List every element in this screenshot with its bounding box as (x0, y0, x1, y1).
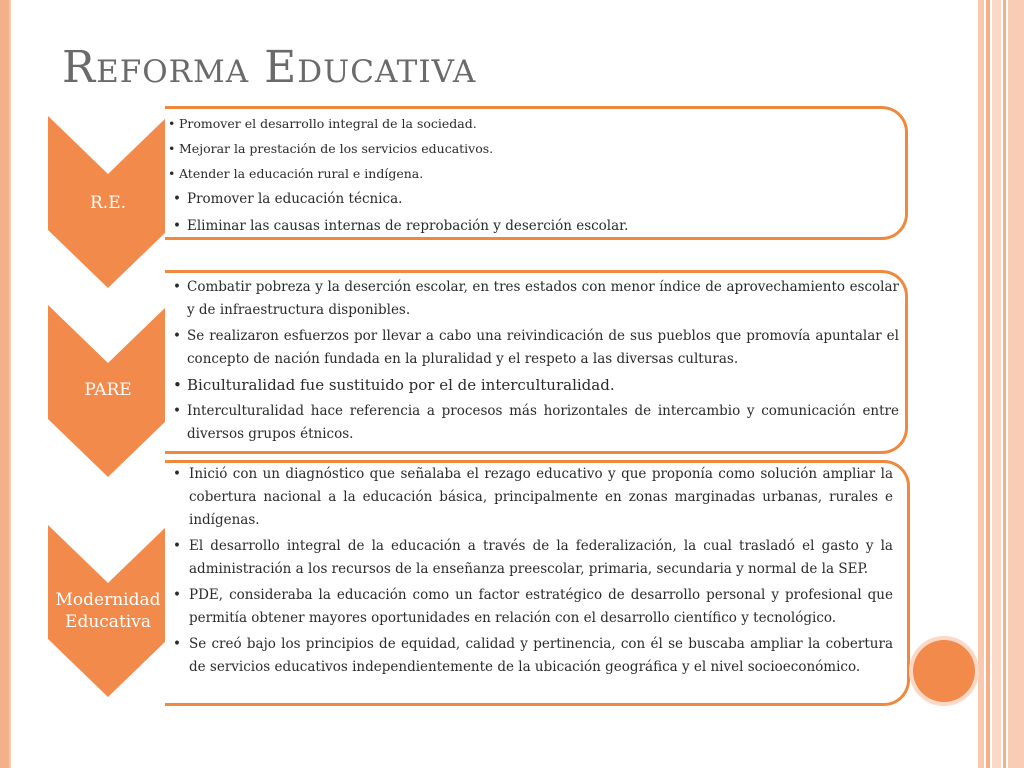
right-stripe-4 (1003, 0, 1006, 768)
chevron-label-pare: PARE (84, 380, 132, 400)
list-item: • Se realizaron esfuerzos por llevar a cabo una reivindicación de sus pueblos que promovía apuntalar el concepto de nación fundada en la pluralidad y el respeto a las diversas culturas. (173, 328, 899, 367)
list-item: • Se creó bajo los principios de equidad, calidad y pertinencia, con él se buscaba ampliar la cobertura de servicios educativos independientemente de la ubicación geográfica y el nivel socioeconómico. (173, 636, 893, 675)
right-stripe-3 (992, 0, 1001, 768)
list-item-text: Mejorar la prestación de los servicios educativos. (179, 141, 494, 156)
list-item: • Promover la educación técnica. (173, 191, 403, 207)
content-box-modernidad (165, 460, 910, 706)
list-item-text: Promover la educación técnica. (187, 191, 403, 207)
slide-title: Reforma Educativa (62, 42, 477, 93)
content-box-pare (165, 270, 908, 454)
list-item: • Atender la educación rural e indígena. (168, 166, 424, 181)
left-edge-decoration-inner (9, 0, 11, 768)
content-box-re (165, 106, 908, 240)
list-item-text: Atender la educación rural e indígena. (179, 166, 424, 181)
list-item: • Combatir pobreza y la deserción escolar, en tres estados con menor índice de aprovechamiento escolar y de infraestructura disponibles. (173, 279, 899, 318)
list-item: • Inició con un diagnóstico que señalaba el rezago educativo y que proponía como solución ampliar la cobertura nacional a la educación básica, principalmente en zonas marginadas urbanas, rurales e indígenas. (173, 466, 893, 528)
right-stripe-5 (1008, 0, 1024, 768)
list-item-text: Biculturalidad fue sustituido por el de interculturalidad. (187, 376, 615, 394)
list-item-text: Inició con un diagnóstico que señalaba el rezago educativo y que proponía como solución ampliar la cobertura nacional a la educación básica, principalmente en zonas marginadas urbanas, rurales e indígenas. (189, 466, 893, 528)
chevron-label-modernidad: Modernidad Educativa (55, 590, 161, 632)
decorative-circle (913, 640, 975, 702)
list-item-text: Se realizaron esfuerzos por llevar a cabo una reivindicación de sus pueblos que promovía apuntalar el concepto de nación fundada en la pluralidad y el respeto a las diversas culturas. (187, 328, 899, 367)
list-item-text: Eliminar las causas internas de reprobación y deserción escolar. (187, 218, 629, 234)
list-item: • PDE, consideraba la educación como un factor estratégico de desarrollo personal y profesional que permitía obtener mayores oportunidades en relación con el desarrollo científico y tecnológico. (173, 587, 893, 626)
list-item-text: Se creó bajo los principios de equidad, calidad y pertinencia, con él se buscaba ampliar la cobertura de servicios educativos independientemente de la ubicación geográfica y el nivel socioeconómico. (189, 636, 893, 675)
list-item: • Interculturalidad hace referencia a procesos más horizontales de intercambio y comunicación entre diversos grupos étnicos. (173, 403, 899, 442)
right-stripe-1 (978, 0, 984, 768)
list-item-text: El desarrollo integral de la educación a través de la federalización, la cual trasladó el gasto y la administración a los recursos de la enseñanza preescolar, primaria, secundaria y normal de la SEP. (189, 538, 893, 577)
right-stripe-2 (986, 0, 990, 768)
list-item: • El desarrollo integral de la educación a través de la federalización, la cual trasladó el gasto y la administración a los recursos de la enseñanza preescolar, primaria, secundaria y normal de la SEP. (173, 538, 893, 577)
list-item-text: PDE, consideraba la educación como un factor estratégico de desarrollo personal y profesional que permitía obtener mayores oportunidades en relación con el desarrollo científico y tecnológico. (189, 587, 893, 626)
list-item: • Eliminar las causas internas de reprobación y deserción escolar. (173, 218, 629, 234)
list-item: • Mejorar la prestación de los servicios educativos. (168, 141, 494, 156)
list-item-text: Interculturalidad hace referencia a procesos más horizontales de intercambio y comunicación entre diversos grupos étnicos. (187, 403, 899, 442)
left-edge-decoration (0, 0, 9, 768)
chevron-modernidad (48, 525, 168, 697)
list-item: • Promover el desarrollo integral de la sociedad. (168, 116, 477, 131)
chevron-label-re: R.E. (89, 193, 127, 213)
chevron-pare (48, 305, 168, 477)
list-item-text: Promover el desarrollo integral de la sociedad. (179, 116, 477, 131)
list-item: • Biculturalidad fue sustituido por el de interculturalidad. (173, 376, 615, 394)
list-item-text: Combatir pobreza y la deserción escolar, en tres estados con menor índice de aprovechamiento escolar y de infraestructura disponibles. (187, 279, 899, 318)
chevron-re (48, 116, 168, 288)
